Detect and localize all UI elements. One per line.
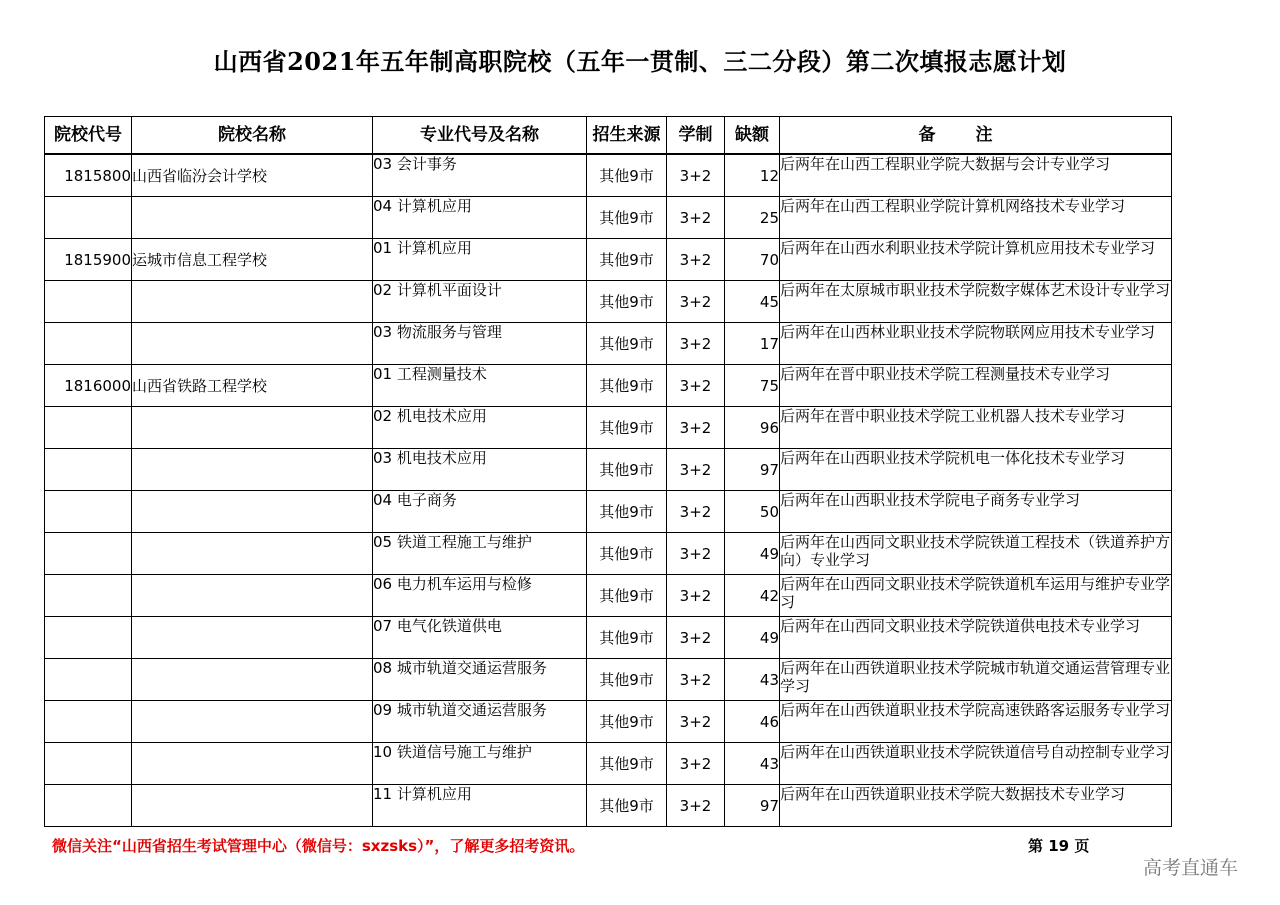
cell-remark: 后两年在山西同文职业技术学院铁道机车运用与维护专业学习 bbox=[780, 575, 1172, 617]
cell-major: 02 机电技术应用 bbox=[373, 407, 587, 449]
cell-duration: 3+2 bbox=[667, 491, 725, 533]
cell-remark: 后两年在山西铁道职业技术学院铁道信号自动控制专业学习 bbox=[780, 743, 1172, 785]
table-row bbox=[45, 743, 1172, 785]
cell-school-name bbox=[132, 281, 373, 323]
cell-remark: 后两年在山西水利职业技术学院计算机应用技术专业学习 bbox=[780, 239, 1172, 281]
cell-source: 其他9市 bbox=[587, 533, 667, 575]
cell-remark: 后两年在山西职业技术学院电子商务专业学习 bbox=[780, 491, 1172, 533]
cell-remark: 后两年在山西铁道职业技术学院高速铁路客运服务专业学习 bbox=[780, 701, 1172, 743]
table-row bbox=[45, 659, 1172, 701]
cell-source: 其他9市 bbox=[587, 449, 667, 491]
cell-source: 其他9市 bbox=[587, 575, 667, 617]
cell-major: 03 机电技术应用 bbox=[373, 449, 587, 491]
header-vacancy: 缺额 bbox=[725, 117, 780, 155]
cell-major: 01 工程测量技术 bbox=[373, 365, 587, 407]
cell-duration: 3+2 bbox=[667, 785, 725, 827]
cell-source: 其他9市 bbox=[587, 197, 667, 239]
cell-vacancy: 97 bbox=[725, 449, 780, 491]
cell-source: 其他9市 bbox=[587, 154, 667, 197]
cell-vacancy: 43 bbox=[725, 743, 780, 785]
table-row bbox=[45, 197, 1172, 239]
table-row bbox=[45, 365, 1172, 407]
cell-school-code: 1815800 bbox=[45, 154, 132, 197]
table-row bbox=[45, 575, 1172, 617]
cell-major: 10 铁道信号施工与维护 bbox=[373, 743, 587, 785]
cell-vacancy: 43 bbox=[725, 659, 780, 701]
cell-school-code bbox=[45, 323, 132, 365]
cell-source: 其他9市 bbox=[587, 701, 667, 743]
cell-school-code bbox=[45, 281, 132, 323]
cell-remark: 后两年在山西同文职业技术学院铁道工程技术（铁道养护方向）专业学习 bbox=[780, 533, 1172, 575]
table-row bbox=[45, 491, 1172, 533]
cell-vacancy: 46 bbox=[725, 701, 780, 743]
cell-source: 其他9市 bbox=[587, 365, 667, 407]
cell-school-name bbox=[132, 323, 373, 365]
cell-major: 05 铁道工程施工与维护 bbox=[373, 533, 587, 575]
table-row bbox=[45, 154, 1172, 197]
cell-school-code: 1815900 bbox=[45, 239, 132, 281]
cell-remark: 后两年在山西职业技术学院机电一体化技术专业学习 bbox=[780, 449, 1172, 491]
cell-duration: 3+2 bbox=[667, 323, 725, 365]
table-row bbox=[45, 701, 1172, 743]
cell-major: 03 物流服务与管理 bbox=[373, 323, 587, 365]
cell-duration: 3+2 bbox=[667, 407, 725, 449]
cell-school-code bbox=[45, 533, 132, 575]
header-major: 专业代号及名称 bbox=[373, 117, 587, 155]
cell-school-name: 运城市信息工程学校 bbox=[132, 239, 373, 281]
cell-school-name bbox=[132, 449, 373, 491]
cell-vacancy: 96 bbox=[725, 407, 780, 449]
cell-school-name bbox=[132, 407, 373, 449]
cell-school-name bbox=[132, 197, 373, 239]
cell-vacancy: 50 bbox=[725, 491, 780, 533]
table-header-row bbox=[45, 117, 1172, 155]
cell-remark: 后两年在山西工程职业学院计算机网络技术专业学习 bbox=[780, 197, 1172, 239]
cell-duration: 3+2 bbox=[667, 281, 725, 323]
table-row bbox=[45, 239, 1172, 281]
cell-remark: 后两年在山西林业职业技术学院物联网应用技术专业学习 bbox=[780, 323, 1172, 365]
cell-duration: 3+2 bbox=[667, 154, 725, 197]
cell-vacancy: 75 bbox=[725, 365, 780, 407]
cell-duration: 3+2 bbox=[667, 701, 725, 743]
cell-school-code bbox=[45, 701, 132, 743]
cell-source: 其他9市 bbox=[587, 491, 667, 533]
cell-school-code bbox=[45, 785, 132, 827]
cell-remark: 后两年在山西工程职业学院大数据与会计专业学习 bbox=[780, 154, 1172, 197]
cell-duration: 3+2 bbox=[667, 533, 725, 575]
cell-school-name bbox=[132, 617, 373, 659]
document-title: 山西省2021年五年制高职院校（五年一贯制、三二分段）第二次填报志愿计划 bbox=[213, 47, 1067, 76]
cell-remark: 后两年在山西同文职业技术学院铁道供电技术专业学习 bbox=[780, 617, 1172, 659]
header-school-code: 院校代号 bbox=[45, 117, 132, 155]
cell-vacancy: 70 bbox=[725, 239, 780, 281]
cell-remark: 后两年在太原城市职业技术学院数字媒体艺术设计专业学习 bbox=[780, 281, 1172, 323]
cell-school-name bbox=[132, 701, 373, 743]
table-row bbox=[45, 785, 1172, 827]
cell-major: 01 计算机应用 bbox=[373, 239, 587, 281]
admission-plan-table bbox=[44, 116, 1172, 827]
cell-remark: 后两年在晋中职业技术学院工程测量技术专业学习 bbox=[780, 365, 1172, 407]
cell-duration: 3+2 bbox=[667, 617, 725, 659]
cell-source: 其他9市 bbox=[587, 323, 667, 365]
cell-major: 11 计算机应用 bbox=[373, 785, 587, 827]
cell-school-name bbox=[132, 785, 373, 827]
cell-major: 06 电力机车运用与检修 bbox=[373, 575, 587, 617]
cell-vacancy: 42 bbox=[725, 575, 780, 617]
cell-remark: 后两年在山西铁道职业技术学院城市轨道交通运营管理专业学习 bbox=[780, 659, 1172, 701]
table-row bbox=[45, 323, 1172, 365]
cell-source: 其他9市 bbox=[587, 617, 667, 659]
cell-duration: 3+2 bbox=[667, 659, 725, 701]
cell-remark: 后两年在山西铁道职业技术学院大数据技术专业学习 bbox=[780, 785, 1172, 827]
cell-duration: 3+2 bbox=[667, 365, 725, 407]
cell-school-name bbox=[132, 659, 373, 701]
cell-major: 09 城市轨道交通运营服务 bbox=[373, 701, 587, 743]
watermark: 高考直通车 bbox=[1143, 857, 1239, 879]
table-row bbox=[45, 617, 1172, 659]
header-source: 招生来源 bbox=[587, 117, 667, 155]
cell-school-code bbox=[45, 743, 132, 785]
cell-duration: 3+2 bbox=[667, 449, 725, 491]
cell-major: 04 计算机应用 bbox=[373, 197, 587, 239]
cell-source: 其他9市 bbox=[587, 239, 667, 281]
table-row bbox=[45, 533, 1172, 575]
cell-major: 03 会计事务 bbox=[373, 154, 587, 197]
cell-source: 其他9市 bbox=[587, 743, 667, 785]
cell-major: 04 电子商务 bbox=[373, 491, 587, 533]
cell-school-name bbox=[132, 491, 373, 533]
cell-vacancy: 17 bbox=[725, 323, 780, 365]
table-row bbox=[45, 449, 1172, 491]
cell-vacancy: 49 bbox=[725, 617, 780, 659]
cell-vacancy: 25 bbox=[725, 197, 780, 239]
header-school-name: 院校名称 bbox=[132, 117, 373, 155]
cell-source: 其他9市 bbox=[587, 407, 667, 449]
cell-school-code bbox=[45, 407, 132, 449]
table-body bbox=[45, 154, 1172, 827]
cell-school-name bbox=[132, 743, 373, 785]
cell-source: 其他9市 bbox=[587, 785, 667, 827]
cell-school-name bbox=[132, 533, 373, 575]
table-row bbox=[45, 281, 1172, 323]
cell-school-name: 山西省铁路工程学校 bbox=[132, 365, 373, 407]
cell-remark: 后两年在晋中职业技术学院工业机器人技术专业学习 bbox=[780, 407, 1172, 449]
cell-vacancy: 12 bbox=[725, 154, 780, 197]
page-number: 第 19 页 bbox=[1028, 837, 1090, 855]
cell-duration: 3+2 bbox=[667, 743, 725, 785]
cell-duration: 3+2 bbox=[667, 575, 725, 617]
cell-source: 其他9市 bbox=[587, 281, 667, 323]
cell-school-name bbox=[132, 575, 373, 617]
cell-source: 其他9市 bbox=[587, 659, 667, 701]
cell-major: 02 计算机平面设计 bbox=[373, 281, 587, 323]
cell-duration: 3+2 bbox=[667, 239, 725, 281]
cell-school-code bbox=[45, 449, 132, 491]
cell-school-code bbox=[45, 575, 132, 617]
cell-vacancy: 45 bbox=[725, 281, 780, 323]
cell-vacancy: 97 bbox=[725, 785, 780, 827]
cell-school-code bbox=[45, 617, 132, 659]
cell-school-code bbox=[45, 659, 132, 701]
cell-duration: 3+2 bbox=[667, 197, 725, 239]
cell-school-code: 1816000 bbox=[45, 365, 132, 407]
cell-major: 08 城市轨道交通运营服务 bbox=[373, 659, 587, 701]
cell-school-name: 山西省临汾会计学校 bbox=[132, 154, 373, 197]
cell-school-code bbox=[45, 197, 132, 239]
cell-school-code bbox=[45, 491, 132, 533]
wechat-notice: 微信关注“山西省招生考试管理中心（微信号：sxzsks）”，了解更多招考资讯。 bbox=[52, 837, 585, 855]
header-remark: 备注 bbox=[780, 117, 1172, 155]
cell-major: 07 电气化铁道供电 bbox=[373, 617, 587, 659]
table-row bbox=[45, 407, 1172, 449]
cell-vacancy: 49 bbox=[725, 533, 780, 575]
header-duration: 学制 bbox=[667, 117, 725, 155]
